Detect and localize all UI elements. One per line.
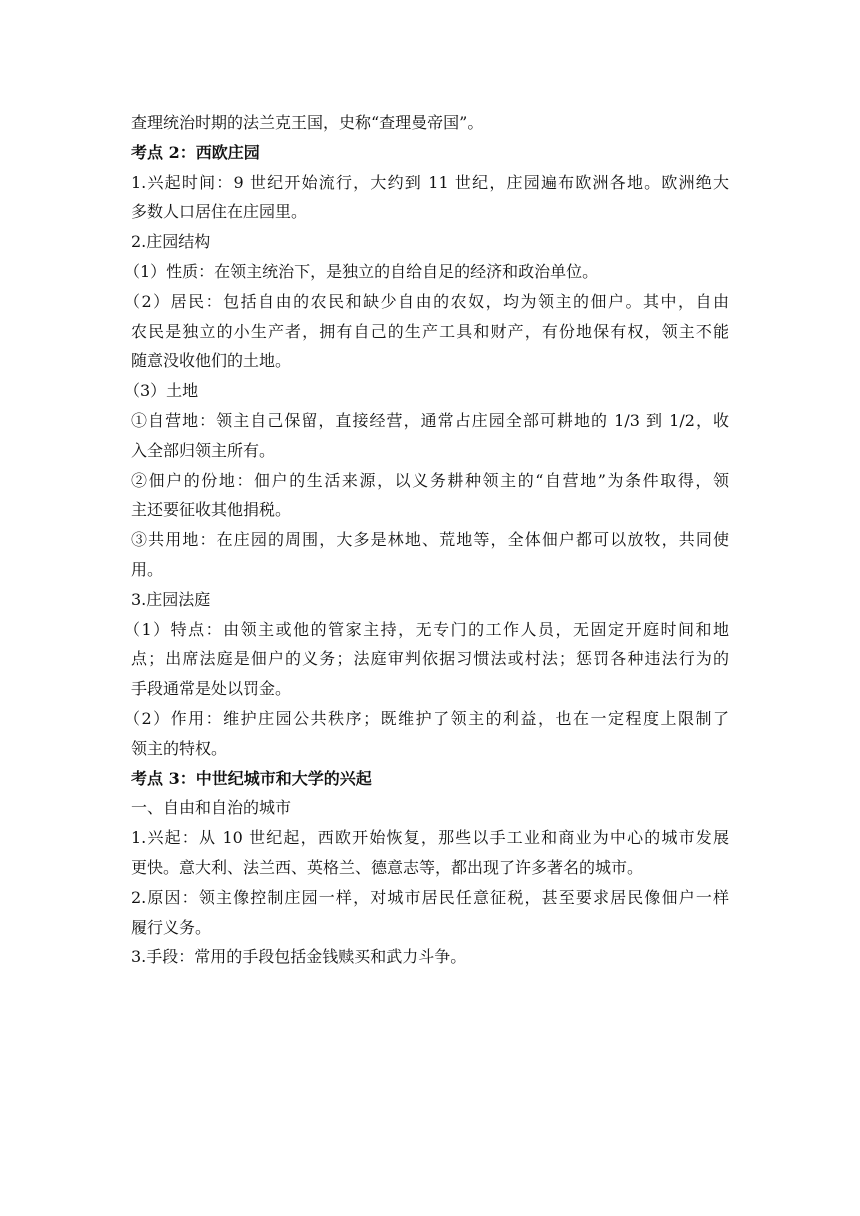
subheading: 一、自由和自治的城市 (131, 798, 292, 818)
text-line: 主还要征收其他捐税。 (131, 500, 292, 520)
section-heading: 考点 3：中世纪城市和大学的兴起 (131, 768, 372, 788)
text-line: 手段通常是处以罚金。 (131, 679, 292, 699)
text-line: （3）土地 (124, 381, 199, 401)
subheading: 3.庄园法庭 (131, 589, 211, 609)
text-line: 用。 (131, 559, 164, 579)
section-heading: 考点 2：西欧庄园 (131, 142, 260, 162)
text-line: 领主的特权。 (131, 738, 228, 758)
subheading: 2.庄园结构 (131, 232, 211, 252)
text-line: ②佃户的份地：佃户的生活来源，以义务耕种领主的“自营地”为条件取得，领 (131, 470, 729, 490)
text-line: 农民是独立的小生产者，拥有自己的生产工具和财产，有份地保有权，领主不能 (131, 321, 729, 341)
document-body (124, 108, 741, 972)
text-line: 更快。意大利、法兰西、英格兰、德意志等，都出现了许多著名的城市。 (131, 857, 644, 877)
text-line: 履行义务。 (131, 917, 212, 937)
text-line: 入全部归领主所有。 (131, 440, 276, 460)
text-line: 1.兴起时间：9 世纪开始流行，大约到 11 世纪，庄园遍布欧洲各地。欧洲绝大 (131, 172, 729, 192)
text-line: 1.兴起：从 10 世纪起，西欧开始恢复，那些以手工业和商业为中心的城市发展 (131, 828, 729, 848)
text-line: （1）性质：在领主统治下，是独立的自给自足的经济和政治单位。 (124, 261, 599, 281)
text-line: （1）特点：由领主或他的管家主持，无专门的工作人员，无固定开庭时间和地 (124, 619, 729, 639)
text-line: 2.原因：领主像控制庄园一样，对城市居民任意征税，甚至要求居民像佃户一样 (131, 887, 729, 907)
text-line: （2）居民：包括自由的农民和缺少自由的农奴，均为领主的佃户。其中，自由 (124, 291, 729, 311)
text-line: 3.手段：常用的手段包括金钱赎买和武力斗争。 (131, 947, 467, 967)
text-line: 多数人口居住在庄园里。 (131, 202, 308, 222)
text-line: ③共用地：在庄园的周围，大多是林地、荒地等，全体佃户都可以放牧，共同使 (131, 530, 729, 550)
text-line: （2）作用：维护庄园公共秩序；既维护了领主的利益，也在一定程度上限制了 (124, 708, 729, 728)
text-line: ①自营地：领主自己保留，直接经营，通常占庄园全部可耕地的 1/3 到 1/2，收 (131, 410, 729, 430)
text-line: 查理统治时期的法兰克王国，史称“查理曼帝国”。 (131, 113, 484, 132)
text-line: 随意没收他们的土地。 (131, 351, 292, 371)
text-line: 点；出席法庭是佃户的义务；法庭审判依据习惯法或村法；惩罚各种违法行为的 (131, 649, 729, 669)
